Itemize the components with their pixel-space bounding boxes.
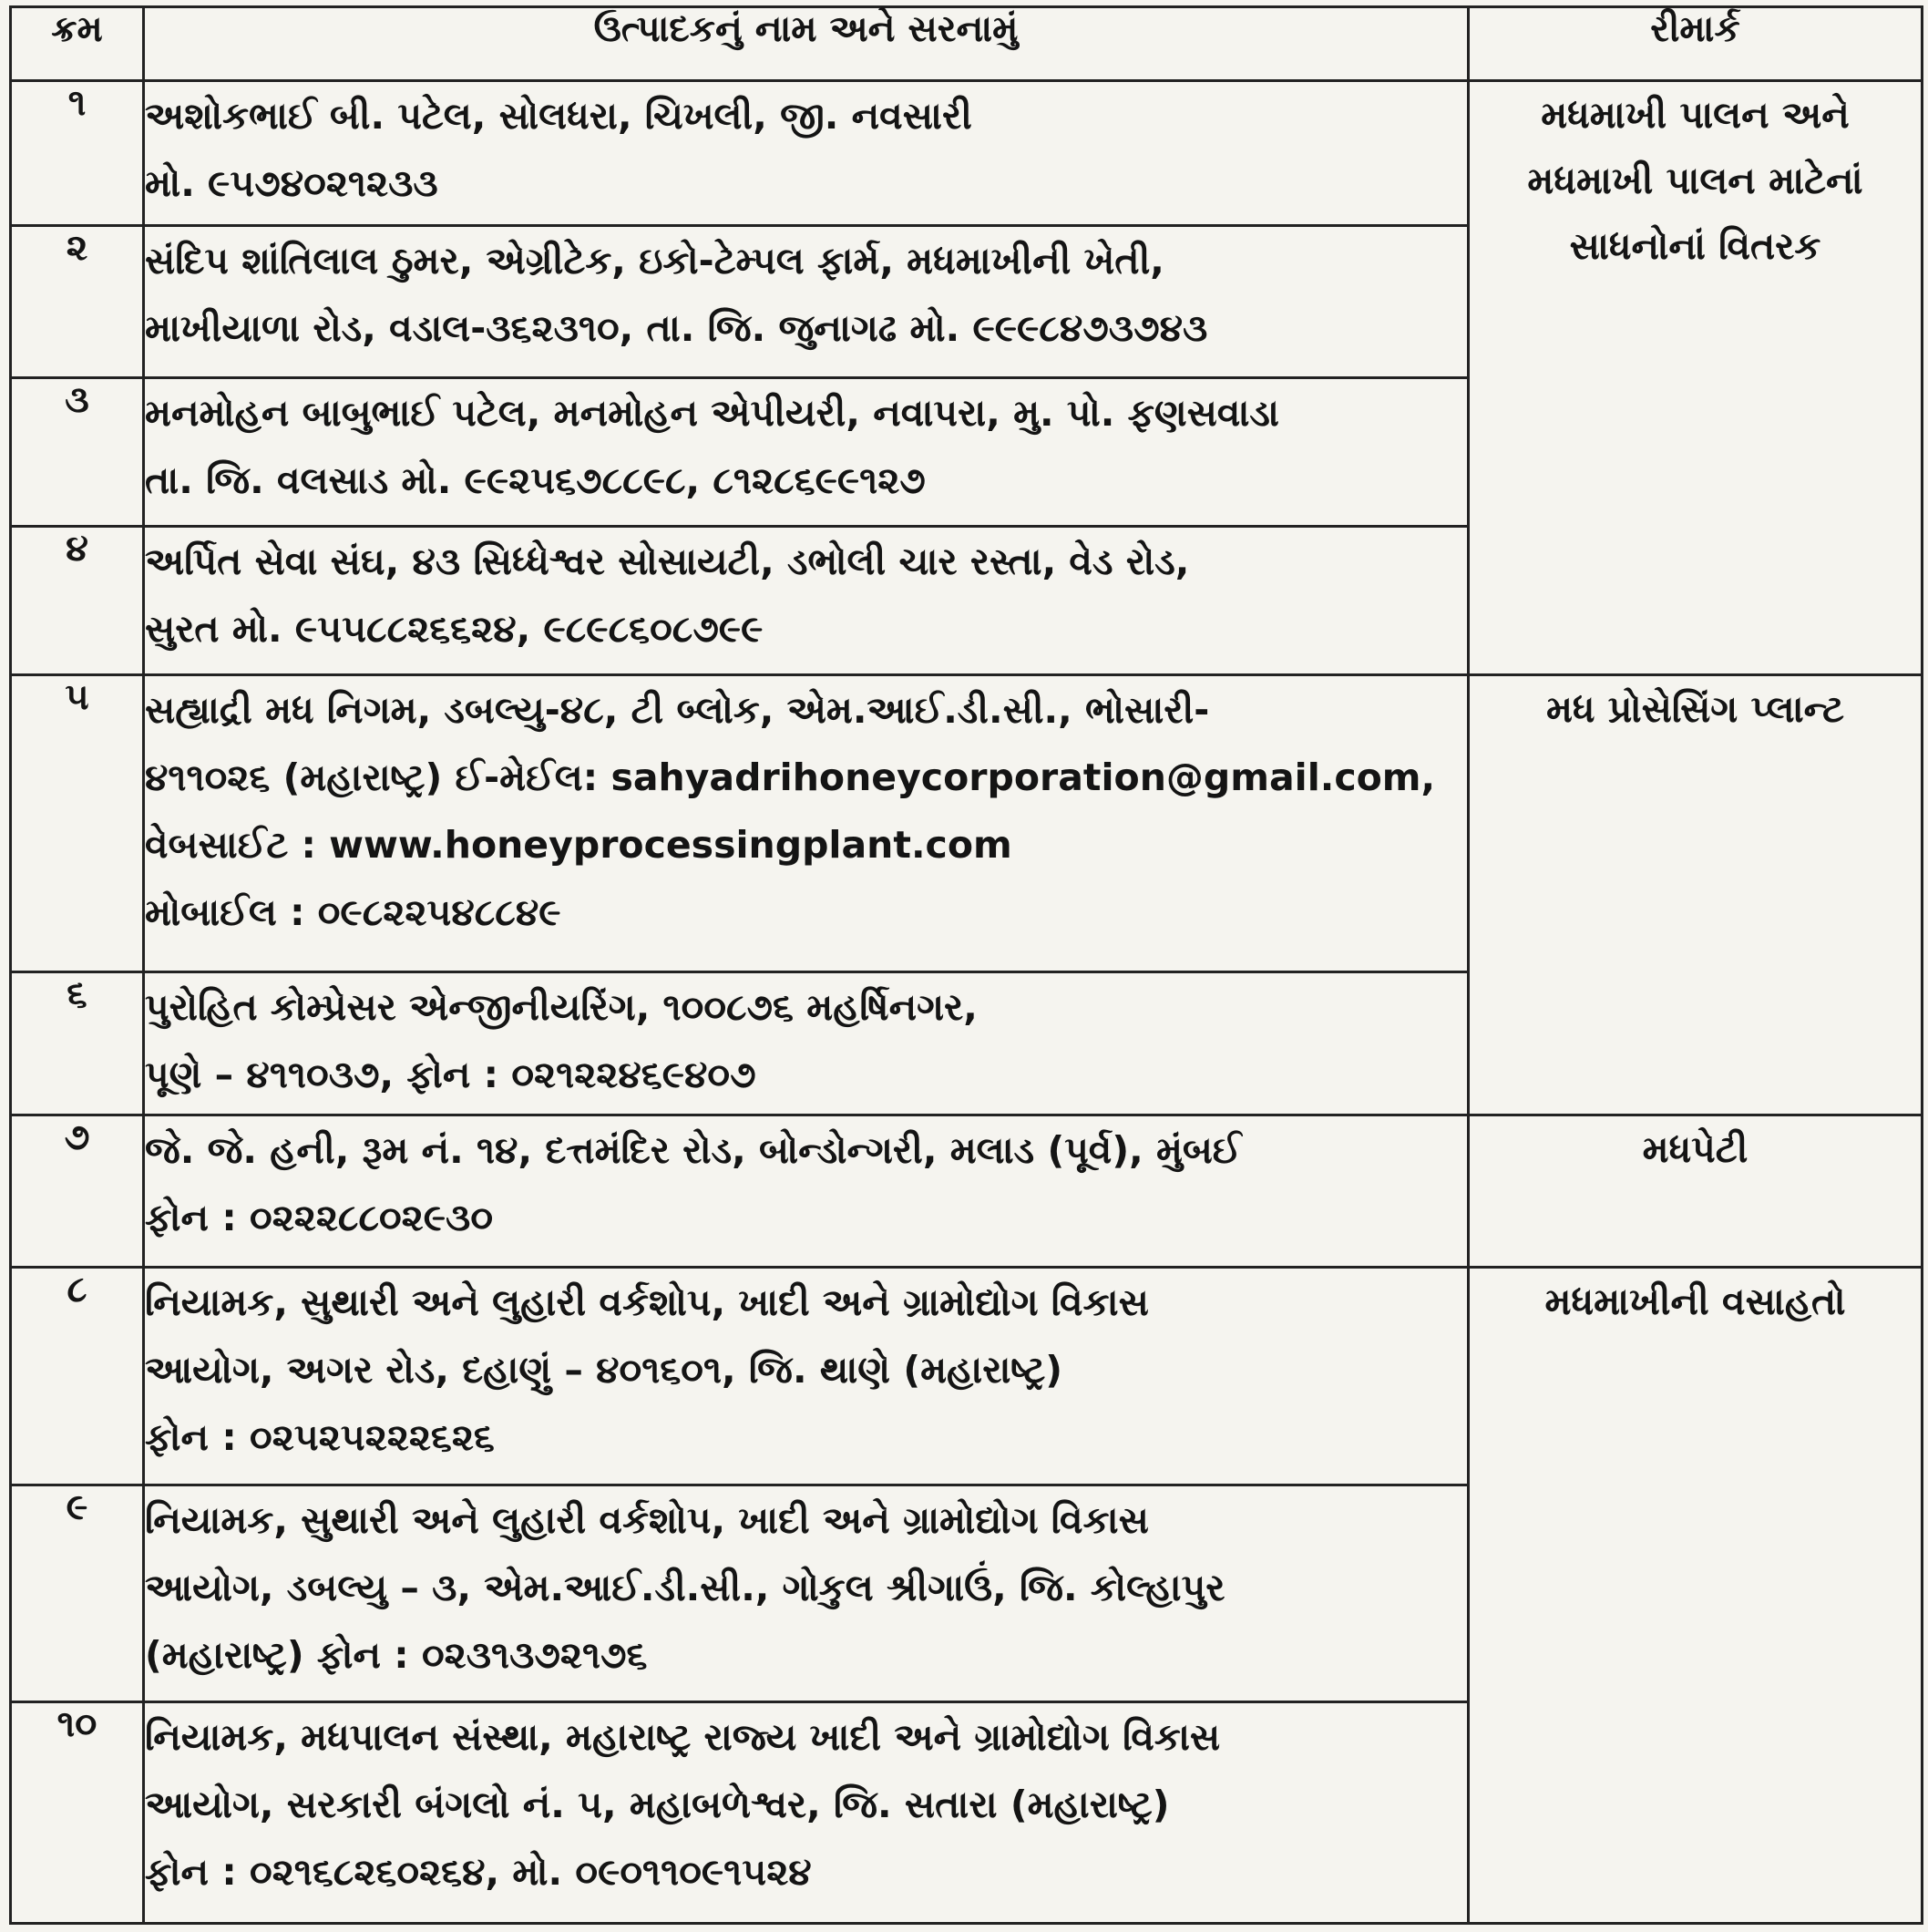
remark-line: મધ પ્રોસેસિંગ પ્લાન્ટ — [1545, 686, 1845, 731]
address-line: નિયામક, સુથારી અને લુહારી વર્કશોપ, ખાદી અને ગ્રામોદ્યોગ વિકાસ — [145, 1497, 1149, 1542]
remark-cell — [1469, 80, 1923, 674]
serial-number: ૮ — [11, 1268, 144, 1485]
address-line: મોબાઈલ : ૦૯૮૨૨૫૪૮૮૪૯ — [145, 889, 561, 934]
producer-address — [144, 972, 1469, 1115]
address-line: વેબસાઈટ : www.honeyprocessingplant.com — [145, 822, 1012, 867]
producer-address — [144, 1485, 1469, 1702]
dealer-table — [9, 5, 1923, 1925]
address-line: અશોકભાઈ બી. પટેલ, સોલધરા, ચિખલી, જી. નવસારી — [145, 93, 972, 138]
serial-number: ૯ — [11, 1485, 144, 1702]
address-line: નિયામક, મધપાલન સંસ્થા, મહારાષ્ટ્ર રાજ્ય ખાદી અને ગ્રામોદ્યોગ વિકાસ — [145, 1715, 1221, 1760]
address-line: સંદિપ શાંતિલાલ ઠુમર, એગ્રીટેક, ઇકો-ટેમ્પલ ફાર્મ, મધમાખીની ખેતી, — [145, 238, 1164, 283]
address-line: પુરોહિત કોમ્પ્રેસર એન્જીનીયરિંગ, ૧૦૦૮૭૬ મહર્ષિનગર, — [145, 985, 978, 1030]
serial-number: ૫ — [11, 674, 144, 971]
address-line: નિયામક, સુથારી અને લુહારી વર્કશોપ, ખાદી અને ગ્રામોદ્યોગ વિકાસ — [145, 1280, 1149, 1325]
remark-cell — [1469, 1115, 1923, 1268]
address-line: સુરત મો. ૯૫૫૮૮૨૬૬૨૪, ૯૮૯૮૬૦૮૭૯૯ — [145, 606, 764, 651]
address-line: તા. જિ. વલસાડ મો. ૯૯૨૫૬૭૮૮૯૮, ૮૧૨૮૬૯૯૧૨૭ — [145, 457, 926, 502]
producer-address — [144, 674, 1469, 971]
header-remark: રીમાર્ક — [1469, 7, 1923, 81]
address-line: આયોગ, અગર રોડ, દહાણું – ૪૦૧૬૦૧, જિ. થાણે (મહારાષ્ટ્ર) — [145, 1348, 1062, 1392]
producer-address — [144, 377, 1469, 526]
remark-cell — [1469, 674, 1923, 1115]
header-row — [11, 7, 1923, 81]
address-line: અર્પિત સેવા સંઘ, ૪૩ સિધ્ધેશ્વર સોસાયટી, ડભોલી ચાર રસ્તા, વેડ રોડ, — [145, 539, 1190, 583]
address-line: (મહારાષ્ટ્ર) ફોન : ૦૨૩૧૩૭૨૧૭૬ — [145, 1632, 648, 1677]
address-line: જે. જે. હની, રૂમ નં. ૧૪, દત્તમંદિર રોડ, બોન્ડોન્ગરી, મલાડ (પૂર્વ), મુંબઈ — [145, 1128, 1242, 1173]
header-producer-name-address: ઉત્પાદકનું નામ અને સરનામું — [144, 7, 1469, 81]
remark-line: મધમાખી પાલન માટેનાં — [1527, 158, 1863, 202]
address-line: મો. ૯૫૭૪૦૨૧૨૩૩ — [145, 160, 438, 205]
remark-line: મધમાખી પાલન અને — [1541, 92, 1850, 137]
address-line: ફોન : ૦૨૧૬૮૨૬૦૨૬૪, મો. ૦૯૦૧૧૦૯૧૫૨૪ — [145, 1850, 812, 1895]
serial-number: ૨ — [11, 225, 144, 377]
table-row — [11, 80, 1923, 225]
address-line: ફોન : ૦૨૨૨૮૮૦૨૯૩૦ — [145, 1196, 494, 1240]
producer-address — [144, 526, 1469, 674]
serial-number: ૧ — [11, 80, 144, 225]
producer-address — [144, 225, 1469, 377]
remark-cell — [1469, 1268, 1923, 1924]
table-row — [11, 1115, 1923, 1268]
serial-number: ૬ — [11, 972, 144, 1115]
serial-number: ૧૦ — [11, 1702, 144, 1924]
serial-number: ૩ — [11, 377, 144, 526]
table-row — [11, 1268, 1923, 1485]
address-line: મનમોહન બાબુભાઈ પટેલ, મનમોહન એપીયરી, નવાપરા, મુ. પો. ફણસવાડા — [145, 390, 1279, 435]
address-line: આયોગ, ડબલ્યુ – ૩, એમ.આઈ.ડી.સી., ગોકુલ શ્રીગાઉં, જિ. કોલ્હાપુર — [145, 1565, 1226, 1609]
remark-line: મધપેટી — [1642, 1127, 1749, 1172]
address-line: આયોગ, સરકારી બંગલો નં. ૫, મહાબળેશ્વર, જિ. સતારા (મહારાષ્ટ્ર) — [145, 1783, 1170, 1827]
remark-line: સાધનોનાં વિતરક — [1569, 223, 1821, 268]
producer-address — [144, 1268, 1469, 1485]
header-serial-no: ક્રમ — [11, 7, 144, 81]
address-line: પૂણે – ૪૧૧૦૩૭, ફોન : ૦૨૧૨૨૪૬૯૪૦૭ — [145, 1053, 756, 1097]
address-line: ૪૧૧૦૨૬ (મહારાષ્ટ્ર) ઈ-મેઈલ: sahyadrihoneycorporation@gmail.com, — [145, 755, 1436, 799]
serial-number: ૪ — [11, 526, 144, 674]
address-line: ફોન : ૦૨૫૨૫૨૨૨૬૨૬ — [145, 1415, 495, 1460]
producer-address — [144, 80, 1469, 225]
producer-address — [144, 1115, 1469, 1268]
producer-address — [144, 1702, 1469, 1924]
address-line: સહ્યાદ્રી મધ નિગમ, ડબલ્યુ-૪૮, ટી બ્લોક, એમ.આઈ.ડી.સી., ભોસારી- — [145, 687, 1210, 732]
remark-line: મધમાખીની વસાહતો — [1544, 1279, 1846, 1324]
table-row — [11, 674, 1923, 971]
serial-number: ૭ — [11, 1115, 144, 1268]
address-line: માખીયાળા રોડ, વડાલ-૩૬૨૩૧૦, તા. જિ. જુનાગઢ મો. ૯૯૯૮૪૭૩૭૪૩ — [145, 305, 1208, 350]
